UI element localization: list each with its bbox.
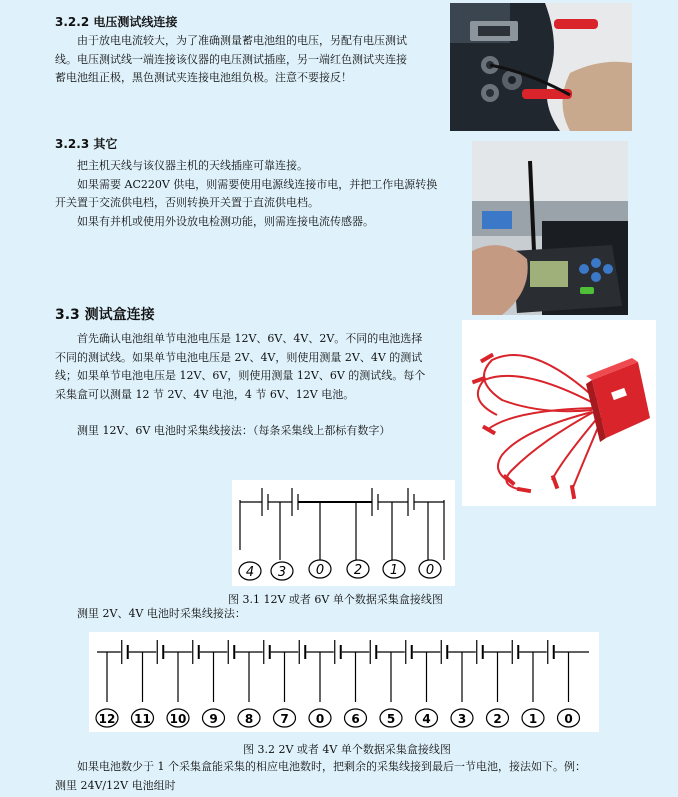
- fig2-label: 4: [422, 712, 431, 726]
- fig2-label: 9: [209, 712, 218, 726]
- fig2-label: 2: [493, 712, 502, 726]
- text-line: 把主机天线与该仪器主机的天线插座可靠连接。: [77, 159, 308, 172]
- fig2-label: 3: [457, 712, 467, 726]
- paragraph-3-2-2: [55, 32, 445, 88]
- photo-voltage-test-lead: [450, 3, 632, 131]
- fig2-label: 8: [244, 712, 254, 726]
- paragraph-footer: [55, 758, 665, 795]
- fig2-label: 10: [169, 712, 187, 726]
- fig2-label: 5: [386, 712, 396, 726]
- fig2-label: 6: [351, 712, 360, 726]
- text-line: 如果有并机或使用外设放电检测功能，则需连接电流传感器。: [77, 214, 374, 228]
- text-line: 首先确认电池组单节电池电压是 12V、6V、4V、2V。不同的电池选择: [77, 332, 423, 345]
- note-2v-4v: 测里 2V、4V 电池时采集线接法：: [77, 607, 246, 620]
- text-line: 采集盒可以测量 12 节 2V、4V 电池，4 节 6V、12V 电池。: [55, 387, 355, 401]
- text-line: 由于放电电流较大，为了准确测量蓄电池组的电压，另配有电压测试: [77, 34, 407, 47]
- fig1-label: 0: [315, 563, 325, 578]
- paragraph-3-2-3: [55, 157, 475, 231]
- photo-collection-box: [462, 320, 656, 506]
- note-12v-6v: 测里 12V、6V 电池时采集线接法：（每条采集线上都标有数字）: [77, 424, 391, 437]
- figure-3-2-caption: 图 3.2 2V 或者 4V 单个数据采集盒接线图: [243, 743, 451, 756]
- section-heading-3-2-2: 3.2.2 电压测试线连接: [55, 15, 178, 29]
- figure-3-1-diagram: [232, 480, 455, 586]
- fig2-label: 7: [280, 712, 289, 726]
- fig2-label: 0: [564, 712, 573, 726]
- fig2-label: 1: [528, 712, 538, 726]
- paragraph-3-3: [55, 330, 460, 404]
- text-line: 如果需要 AC220V 供电，则需要使用电源线连接市电，并把工作电源转换: [77, 177, 438, 191]
- text-line: 不同的测试线。如果单节电池电压是 2V、4V，则使用测量 2V、4V 的测试: [55, 350, 423, 364]
- section-heading-3-3: 3.3 测试盒连接: [55, 307, 155, 323]
- text-line: 线；如果单节电池电压是 12V、6V，则使用测量 12V、6V 的测试线。每个: [55, 369, 426, 382]
- fig1-label: 2: [353, 563, 363, 578]
- fig1-label: 4: [245, 565, 255, 580]
- text-line: 如果电池数少于 1 个采集盒能采集的相应电池数时，把剩余的采集线接到最后一节电池，接法如下。例：: [77, 760, 586, 773]
- fig1-label: 0: [425, 563, 435, 578]
- figure-3-1-caption: 图 3.1 12V 或者 6V 单个数据采集盒接线图: [228, 593, 443, 606]
- fig2-label: 0: [315, 712, 325, 726]
- fig1-label: 1: [389, 563, 399, 578]
- text-line: 蓄电池组正极，黑色测试夹连接电池组负极。注意不要接反！: [55, 71, 352, 84]
- text-line: 线。电压测试线一端连接该仪器的电压测试插座，另一端红色测试夹连接: [55, 52, 407, 66]
- section-heading-3-2-3: 3.2.3 其它: [55, 137, 118, 151]
- photo-handheld-device: [472, 141, 628, 315]
- fig2-label: 12: [98, 712, 116, 726]
- fig1-label: 3: [277, 565, 287, 580]
- text-line: 开关置于交流供电档，否则转换开关置于直流供电档。: [55, 196, 319, 209]
- figure-3-2-diagram: [89, 632, 599, 732]
- text-line: 测里 24V/12V 电池组时: [55, 778, 176, 792]
- fig2-label: 11: [134, 712, 151, 726]
